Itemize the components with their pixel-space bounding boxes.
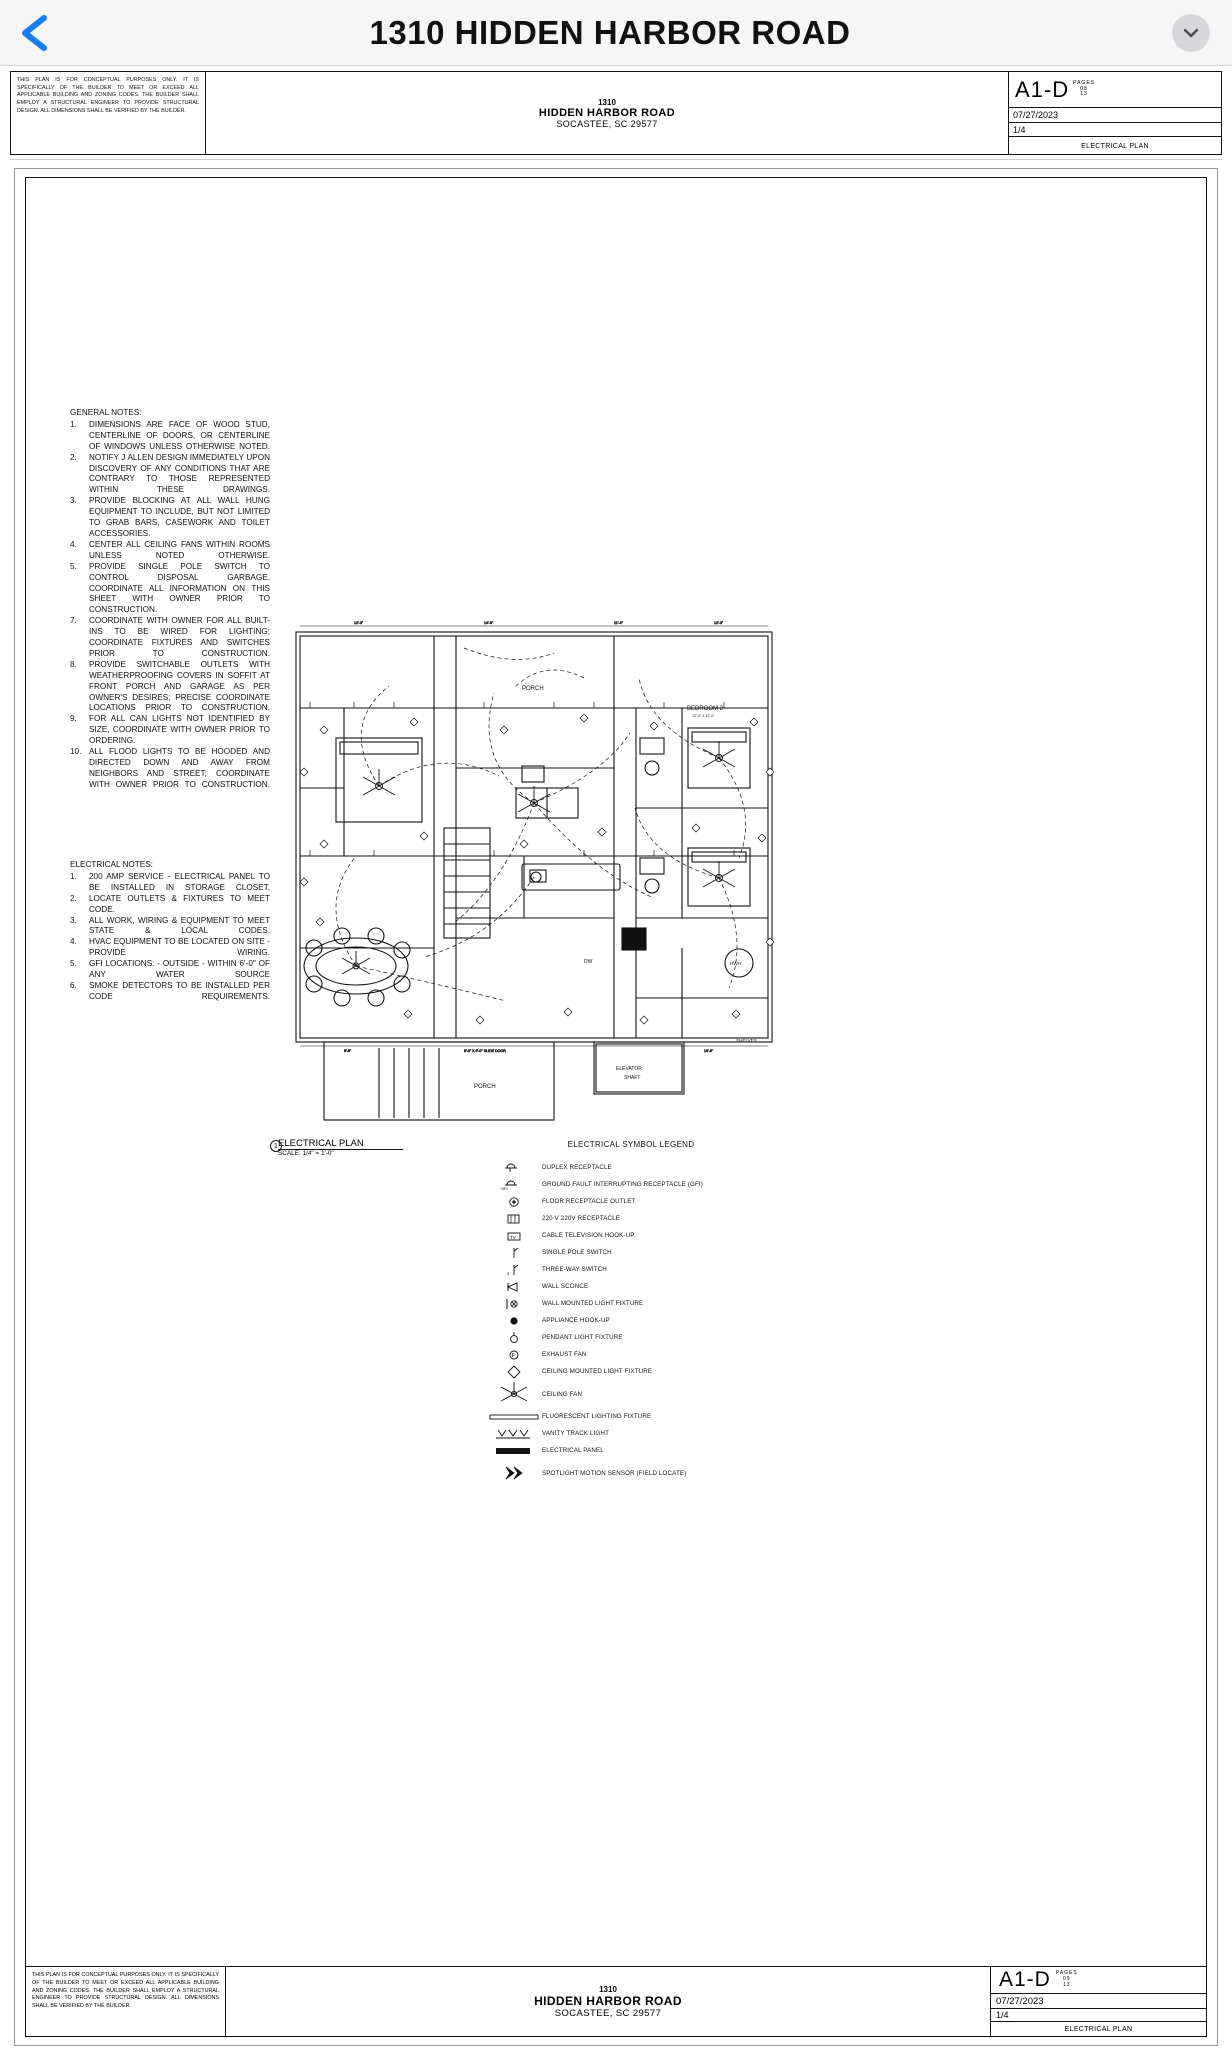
plan-scale-label: SCALE: 1/4" = 1'-0" bbox=[278, 1150, 334, 1157]
svg-text:12'-0": 12'-0" bbox=[354, 621, 364, 625]
list-item: 3. ALL WORK, WIRING & EQUIPMENT TO MEET STATE & LOCAL CODES. bbox=[70, 915, 270, 936]
detail-bubble: 1 bbox=[270, 1140, 282, 1152]
svg-text:DW: DW bbox=[584, 959, 593, 965]
list-item: DUPLEX RECEPTACLE bbox=[486, 1159, 776, 1176]
list-item: TV CABLE TELEVISION HOOK-UP bbox=[486, 1227, 776, 1244]
list-item: SINGLE POLE SWITCH bbox=[486, 1244, 776, 1261]
svg-text:6'-0" X 6'-0" SLIDE DOOR: 6'-0" X 6'-0" SLIDE DOOR bbox=[464, 1049, 506, 1053]
plan-title-block bbox=[274, 1138, 458, 1157]
gfi-receptacle-icon bbox=[486, 1176, 542, 1193]
strip-sheet-title: ELECTRICAL PLAN bbox=[1081, 142, 1149, 150]
list-item: 5. GFI LOCATIONS: - OUTSIDE - WITHIN 6'-0" OF ANY WATER SOURCE bbox=[70, 959, 270, 980]
sheet-divider bbox=[10, 159, 1222, 160]
wall-sconce-icon bbox=[486, 1278, 542, 1295]
electrical-symbol-legend bbox=[486, 1140, 776, 1487]
sheet-number: A1-D bbox=[999, 1968, 1051, 1991]
general-notes-list bbox=[70, 420, 270, 791]
list-item: GFI GROUND FAULT INTERRUPTING RECEPTACLE (GFI) bbox=[486, 1176, 776, 1193]
strip-project-number: 1310 bbox=[598, 97, 616, 107]
svg-text:14'-6": 14'-6" bbox=[484, 621, 494, 625]
list-item: 4. HVAC EQUIPMENT TO BE LOCATED ON SITE - PROVIDE WIRING. bbox=[70, 937, 270, 958]
svg-text:11'-4": 11'-4" bbox=[614, 621, 623, 625]
list-item: SPOTLIGHT MOTION SENSOR (FIELD LOCATE) bbox=[486, 1459, 776, 1487]
list-item: 5. PROVIDE SINGLE POLE SWITCH TO CONTROL DISPOSAL GARBAGE. COORDINATE ALL INFORMATION ON THIS SHEET WITH OWNER PRIOR TO CONSTRUCTION. bbox=[70, 561, 270, 615]
appliance-hookup-icon bbox=[486, 1312, 542, 1329]
sheet-title-block bbox=[26, 1966, 1206, 2036]
list-item: 4. CENTER ALL CEILING FANS WITHIN ROOMS UNLESS NOTED OTHERWISE. bbox=[70, 539, 270, 560]
app-header bbox=[0, 0, 1232, 66]
strip-project-name: HIDDEN HARBOR ROAD bbox=[538, 106, 676, 119]
svg-text:SHELVES: SHELVES bbox=[736, 1038, 757, 1043]
svg-text:10'-6": 10'-6" bbox=[704, 1049, 714, 1053]
list-item: APPLIANCE HOOK-UP bbox=[486, 1312, 776, 1329]
floor-plan-svg bbox=[284, 618, 784, 1138]
plan-title-label: ELECTRICAL PLAN bbox=[278, 1138, 364, 1149]
electrical-notes-heading: ELECTRICAL NOTES: bbox=[70, 860, 153, 869]
list-item: CEILING MOUNTED LIGHT FIXTURE bbox=[486, 1363, 776, 1380]
list-item: 9. FOR ALL CAN LIGHTS NOT IDENTIFIED BY SIZE, COORDINATE WITH OWNER PRIOR TO ORDERING. bbox=[70, 714, 270, 746]
svg-text:PORCH: PORCH bbox=[474, 1084, 496, 1090]
svg-text:ELEVATOR: ELEVATOR bbox=[616, 1066, 642, 1072]
sheet-scale: 1/4 bbox=[991, 2009, 1206, 2022]
list-item: CEILING FAN bbox=[486, 1380, 776, 1408]
list-item: 6. SMOKE DETECTORS TO BE INSTALLED PER CODE REQUIREMENTS. bbox=[70, 980, 270, 1001]
three-way-switch-icon bbox=[486, 1261, 542, 1278]
expand-button[interactable] bbox=[1150, 0, 1232, 66]
sheet-info-block bbox=[991, 1967, 1206, 2036]
list-item: 3 THREE-WAY SWITCH bbox=[486, 1261, 776, 1278]
list-item: ELECTRICAL PANEL bbox=[486, 1442, 776, 1459]
list-item: VANITY TRACK LIGHT bbox=[486, 1425, 776, 1442]
legend-title: ELECTRICAL SYMBOL LEGEND bbox=[567, 1140, 695, 1149]
strip-project-block bbox=[206, 72, 1009, 154]
ceiling-fan-icon bbox=[486, 1380, 542, 1408]
list-item: 7. COORDINATE WITH OWNER FOR ALL BUILT- INS TO BE WIRED FOR LIGHTING; COORDINATE FIXTURES AND SWITCHES PRIOR TO CONSTRUCTION. bbox=[70, 616, 270, 658]
strip-scale: 1/4 bbox=[1009, 123, 1221, 137]
duplex-receptacle-icon bbox=[486, 1159, 542, 1176]
svg-text:PORCH: PORCH bbox=[522, 686, 544, 692]
disclaimer-text: THIS PLAN IS FOR CONCEPTUAL PURPOSES ONLY. IT IS SPECIFICALLY OF THE BUILDER TO MEET OR EXCEED ALL APPLICABLE BUILDING AND ZONING CODES. THE BUILDER SHALL EMPLOY A STRUCTURAL ENGINEER TO PROVIDE STRUCTURAL DESIGN. ALL DIMENSIONS SHALL BE VERIFIED BY THE BUILDER. bbox=[26, 1967, 226, 2036]
floor-plan-drawing[interactable] bbox=[284, 618, 784, 1138]
list-item: 10. ALL FLOOD LIGHTS TO BE HOODED AND DIRECTED DOWN AND AWAY FROM NEIGHBORS AND STREET; COORDINATE WITH OWNER PRIOR TO CONSTRUCTION. bbox=[70, 747, 270, 789]
sheet-title-label: ELECTRICAL PLAN bbox=[1064, 2025, 1133, 2033]
electrical-notes-list bbox=[70, 872, 270, 1003]
floor-receptacle-icon bbox=[486, 1193, 542, 1210]
list-item: 8. PROVIDE SWITCHABLE OUTLETS WITH WEATHERPROOFING COVERS IN SOFFIT AT FRONT PORCH AND GARAGE AS PER OWNER'S DESIRES; PRECISE COORDINATE LOCATIONS PRIOR TO CONSTRUCTION. bbox=[70, 659, 270, 713]
list-item: F EXHAUST FAN bbox=[486, 1346, 776, 1363]
vanity-track-light-icon bbox=[486, 1425, 542, 1442]
list-item: PENDANT LIGHT FIXTURE bbox=[486, 1329, 776, 1346]
electrical-panel-icon bbox=[486, 1442, 542, 1459]
cable-tv-icon bbox=[486, 1227, 542, 1244]
list-item: WALL SCONCE bbox=[486, 1278, 776, 1295]
project-block bbox=[226, 1967, 991, 2036]
list-item: 1. 200 AMP SERVICE - ELECTRICAL PANEL TO BE INSTALLED IN STORAGE CLOSET. bbox=[70, 871, 270, 892]
list-item: 2. LOCATE OUTLETS & FIXTURES TO MEET CODE. bbox=[70, 893, 270, 914]
ceiling-mounted-light-icon bbox=[486, 1363, 542, 1380]
svg-text:BEDROOM 2: BEDROOM 2 bbox=[687, 706, 724, 712]
sheet-date: 07/27/2023 bbox=[991, 1994, 1206, 2009]
current-sheet-container[interactable] bbox=[14, 168, 1218, 2046]
list-item: FLUORESCENT LIGHTING FIXTURE bbox=[486, 1408, 776, 1425]
list-item: WALL MOUNTED LIGHT FIXTURE bbox=[486, 1295, 776, 1312]
strip-date: 07/27/2023 bbox=[1009, 108, 1221, 123]
project-name: HIDDEN HARBOR ROAD bbox=[534, 1993, 682, 2008]
svg-text:12'-0": 12'-0" bbox=[714, 621, 724, 625]
fluorescent-light-icon bbox=[486, 1408, 542, 1425]
sheet-border bbox=[25, 177, 1207, 2037]
project-city: SOCASTEE, SC 29577 bbox=[554, 2007, 662, 2019]
svg-text:TV: TV bbox=[510, 1234, 516, 1240]
pendant-light-icon bbox=[486, 1329, 542, 1346]
220v-receptacle-icon bbox=[486, 1210, 542, 1227]
strip-sheet-info bbox=[1009, 72, 1221, 154]
exhaust-fan-icon bbox=[486, 1346, 542, 1363]
list-item: 2. NOTIFY J ALLEN DESIGN IMMEDIATELY UPON DISCOVERY OF ANY CONDITIONS THAT ARE CONTRARY TO THOSE REPRESENTED WITHIN THESE DRAWINGS. bbox=[70, 452, 270, 495]
wall-mounted-light-icon bbox=[486, 1295, 542, 1312]
strip-page-count: PAGES 08 13 bbox=[1073, 80, 1095, 98]
page-count: PAGES 09 13 bbox=[1055, 1970, 1078, 1988]
spotlight-motion-sensor-icon bbox=[486, 1459, 542, 1487]
strip-disclaimer-text: THIS PLAN IS FOR CONCEPTUAL PURPOSES ONLY. IT IS SPECIFICALLY OF THE BUILDER TO MEET OR EXCEED ALL APPLICABLE BUILDING AND ZONING CODES. THE BUILDER SHALL EMPLOY A STRUCTURAL ENGINEER TO PROVIDE STRUCTURAL DESIGN. ALL DIMENSIONS SHALL BE VERIFIED BY THE BUILDER. bbox=[11, 72, 206, 154]
svg-text:SHAFT: SHAFT bbox=[624, 1075, 641, 1081]
general-notes-heading: GENERAL NOTES: bbox=[70, 408, 142, 417]
previous-sheet-strip[interactable] bbox=[10, 71, 1222, 155]
svg-text:9'-8": 9'-8" bbox=[344, 1049, 352, 1053]
svg-text:3: 3 bbox=[507, 1270, 510, 1276]
single-pole-switch-icon bbox=[486, 1244, 542, 1261]
svg-text:GFI: GFI bbox=[501, 1185, 508, 1191]
project-number: 1310 bbox=[599, 1984, 617, 1994]
strip-project-city: SOCASTEE, SC 29577 bbox=[556, 118, 658, 129]
strip-sheet-number: A1-D bbox=[1015, 76, 1070, 102]
svg-text:F: F bbox=[511, 1352, 515, 1359]
electrical-notes-block bbox=[70, 860, 270, 1003]
list-item: FLOOR RECEPTACLE OUTLET bbox=[486, 1193, 776, 1210]
svg-text:HWH: HWH bbox=[730, 961, 741, 966]
list-item: 220 V 220V RECEPTACLE bbox=[486, 1210, 776, 1227]
chevron-down-icon bbox=[1172, 14, 1210, 52]
general-notes-block bbox=[70, 408, 270, 791]
page-title: 1310 HIDDEN HARBOR ROAD bbox=[369, 13, 851, 51]
chevron-left-icon bbox=[18, 13, 52, 53]
back-button[interactable] bbox=[0, 0, 70, 66]
svg-text:12'-0" X 12'-0": 12'-0" X 12'-0" bbox=[692, 714, 715, 718]
list-item: 3. PROVIDE BLOCKING AT ALL WALL HUNG EQUIPMENT TO INCLUDE, BUT NOT LIMITED TO GRAB BARS, CASEWORK AND TOILET ACCESSORIES. bbox=[70, 496, 270, 538]
list-item: 1. DIMENSIONS ARE FACE OF WOOD STUD, CENTERLINE OF DOORS, OR CENTERLINE OF WINDOWS UNLESS OTHERWISE NOTED. bbox=[70, 419, 270, 451]
